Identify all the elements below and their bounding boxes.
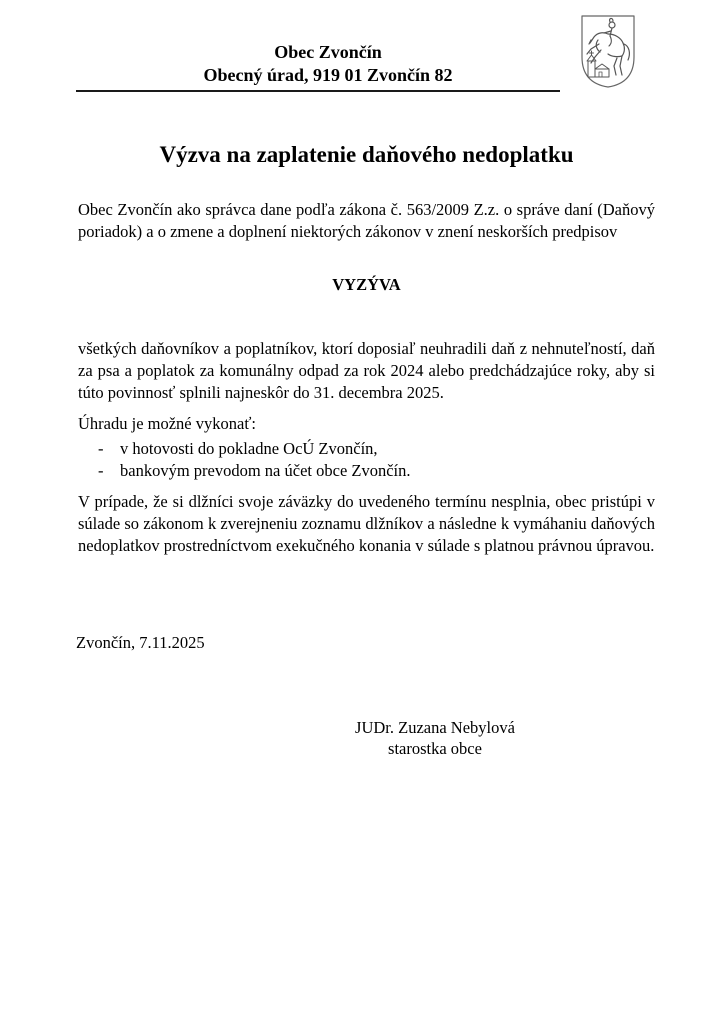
org-address: Obecný úrad, 919 01 Zvončín 82 bbox=[203, 65, 453, 85]
payment-method-item bbox=[78, 438, 655, 460]
signatory-role: starostka obce bbox=[388, 739, 482, 758]
document-content bbox=[0, 41, 724, 759]
obligation-paragraph: všetkých daňovníkov a poplatníkov, ktorí doposiaľ neuhradili daň z nehnuteľností, daň za psa a poplatok za komunálny odpad za rok 2024 alebo predchádzajúce roky, aby si túto povinnosť splnili najneskôr do 31. decembra 2025. bbox=[78, 339, 655, 402]
letterhead-rule bbox=[76, 90, 560, 92]
list-dash: - bbox=[98, 439, 104, 458]
signature-block bbox=[335, 717, 535, 759]
payment-method-text: v hotovosti do pokladne OcÚ Zvončín, bbox=[120, 439, 378, 458]
place-date: Zvončín, 7.11.2025 bbox=[76, 633, 205, 652]
letterhead bbox=[78, 41, 655, 92]
payment-method-text: bankovým prevodom na účet obce Zvončín. bbox=[120, 461, 411, 480]
summons-word: VYZÝVA bbox=[332, 275, 401, 294]
payment-methods-list bbox=[78, 438, 655, 482]
list-dash: - bbox=[98, 461, 104, 480]
letterhead-text bbox=[78, 41, 578, 87]
coat-of-arms-icon bbox=[578, 13, 638, 89]
org-name: Obec Zvončín bbox=[274, 42, 382, 62]
payment-method-item bbox=[78, 460, 655, 482]
intro-paragraph: Obec Zvončín ako správca dane podľa zákona č. 563/2009 Z.z. o správe daní (Daňový poriadok) a o zmene a doplnení niektorých zákonov v znení neskorších predpisov bbox=[78, 200, 655, 241]
consequences-paragraph: V prípade, že si dlžníci svoje záväzky do uvedeného termínu nesplnia, obec pristúpi v súlade so zákonom k zverejneniu zoznamu dlžníkov a následne k vymáhaniu daňových nedoplatkov prostredníctvom exekučného konania v súlade s platnou právnou úpravou. bbox=[78, 492, 655, 555]
signatory-name: JUDr. Zuzana Nebylová bbox=[355, 718, 515, 737]
payment-intro: Úhradu je možné vykonať: bbox=[78, 414, 256, 433]
document-title: Výzva na zaplatenie daňového nedoplatku bbox=[159, 142, 574, 167]
